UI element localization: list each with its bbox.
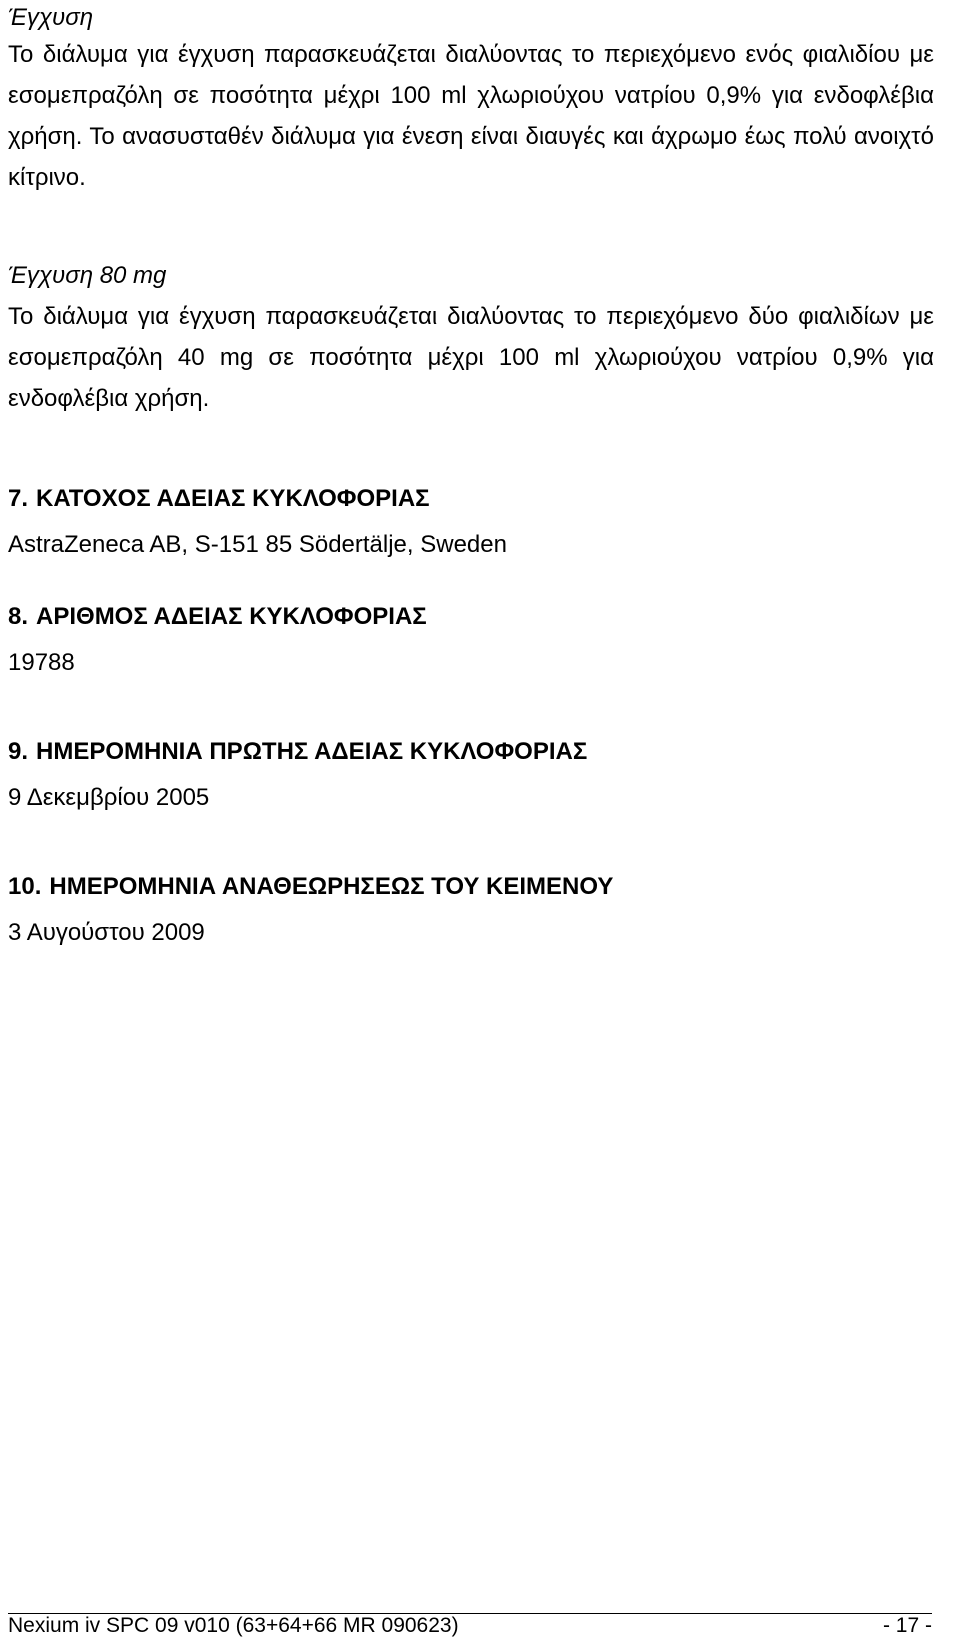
section-8-title-text: ΑΡΙΘΜΟΣ ΑΔΕΙΑΣ ΚΥΚΛΟΦΟΡΙΑΣ xyxy=(36,603,427,630)
infusion-80mg-section xyxy=(8,258,934,419)
infusion-heading: Έγχυση xyxy=(8,4,94,31)
section-10-title-text: ΗΜΕΡΟΜΗΝΙΑ ΑΝΑΘΕΩΡΗΣΕΩΣ ΤΟΥ ΚΕΙΜΕΝΟΥ xyxy=(49,873,614,900)
section-9-title xyxy=(8,734,934,770)
section-8-title xyxy=(8,599,934,635)
document-page xyxy=(8,0,934,1637)
infusion-80mg-heading: Έγχυση 80 mg xyxy=(8,262,167,289)
section-9 xyxy=(8,734,934,816)
marketing-authorisation-number: 19788 xyxy=(8,649,75,676)
section-9-title-text: ΗΜΕΡΟΜΗΝΙΑ ΠΡΩΤΗΣ ΑΔΕΙΑΣ ΚΥΚΛΟΦΟΡΙΑΣ xyxy=(36,738,588,765)
revision-date: 3 Αυγούστου 2009 xyxy=(8,919,205,946)
section-8-number: 8. xyxy=(8,603,29,630)
infusion-section xyxy=(8,0,934,198)
section-10-number: 10. xyxy=(8,873,42,900)
footer-document-id: Nexium iv SPC 09 v010 (63+64+66 MR 090623) xyxy=(8,1614,459,1637)
section-8 xyxy=(8,599,934,681)
infusion-paragraph: Το διάλυμα για έγχυση παρασκευάζεται διαλύοντας το περιεχόμενο ενός φιαλιδίου με εσομεπραζόλη σε ποσότητα μέχρι 100 ml χλωριούχου νατρίου 0,9% για ενδοφλέβια χρήση. Το ανασυσταθέν διάλυμα για ένεση είναι διαυγές και άχρωμο έως πολύ ανοιχτό κίτρινο. xyxy=(8,41,934,191)
section-9-number: 9. xyxy=(8,738,29,765)
infusion-80mg-paragraph: Το διάλυμα για έγχυση παρασκευάζεται διαλύοντας το περιεχόμενο δύο φιαλιδίων με εσομεπραζόλη 40 mg σε ποσότητα μέχρι 100 ml χλωριούχου νατρίου 0,9% για ενδοφλέβια χρήση. xyxy=(8,303,934,412)
section-7-number: 7. xyxy=(8,485,29,512)
section-10 xyxy=(8,869,934,951)
section-7-title xyxy=(8,481,934,517)
section-7 xyxy=(8,481,934,563)
marketing-authorisation-holder: AstraZeneca AB, S-151 85 Södertälje, Sweden xyxy=(8,531,507,558)
section-7-title-text: ΚΑΤΟΧΟΣ ΑΔΕΙΑΣ ΚΥΚΛΟΦΟΡΙΑΣ xyxy=(36,485,430,512)
first-authorisation-date: 9 Δεκεμβρίου 2005 xyxy=(8,784,210,811)
footer-page-number: - 17 - xyxy=(882,1614,932,1637)
section-10-title xyxy=(8,869,934,905)
page-footer xyxy=(8,1615,932,1637)
